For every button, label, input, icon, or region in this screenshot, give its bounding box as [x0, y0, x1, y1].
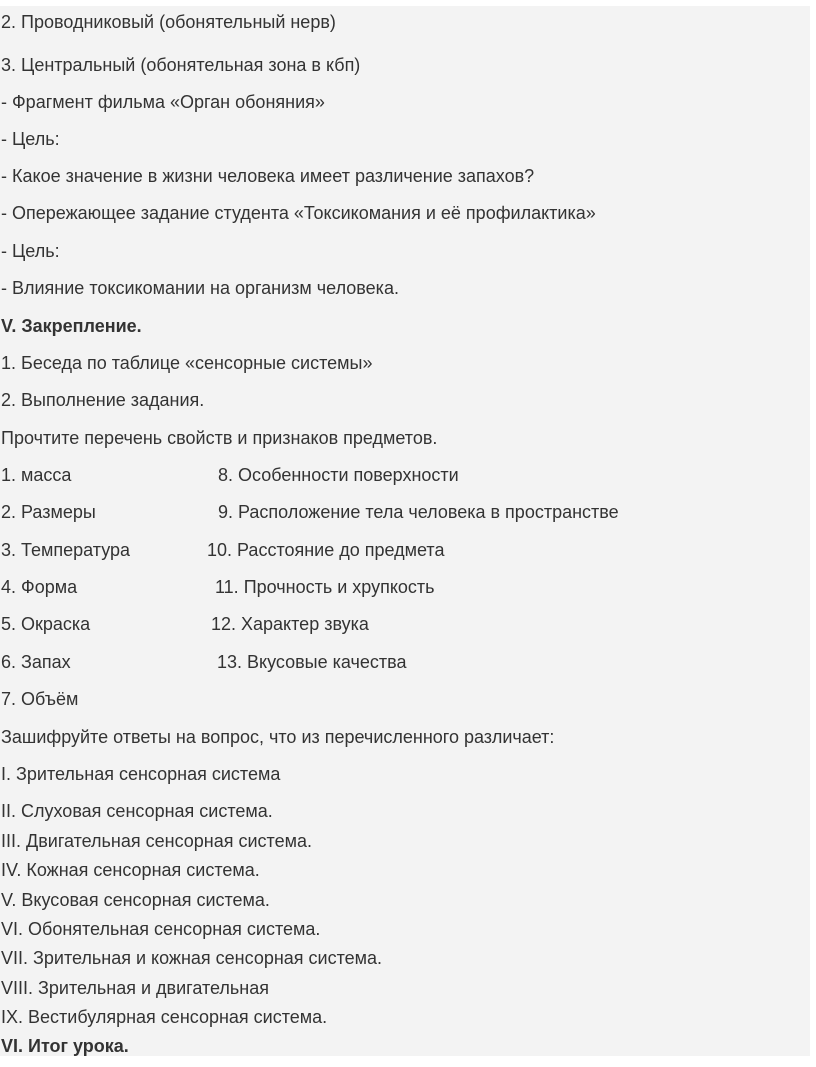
property-left: 3. Температура	[1, 540, 131, 560]
system-item: IX. Вестибулярная сенсорная система.	[1, 1007, 328, 1027]
system-item: IV. Кожная сенсорная система.	[1, 860, 260, 880]
property-row	[1, 464, 459, 486]
text-line: 2. Проводниковый (обонятельный нерв)	[1, 12, 336, 32]
property-right: 8. Особенности поверхности	[218, 465, 459, 485]
property-right: 13. Вкусовые качества	[217, 652, 407, 672]
property-right: 10. Расстояние до предмета	[207, 540, 445, 560]
text-line: Прочтите перечень свойств и признаков предметов.	[1, 428, 438, 448]
text-line: - Какое значение в жизни человека имеет различение запахов?	[1, 166, 535, 186]
system-item: VI. Обонятельная сенсорная система.	[1, 919, 321, 939]
section-heading: VI. Итог урока.	[1, 1036, 129, 1056]
question-text: Зашифруйте ответы на вопрос, что из перечисленного различает:	[1, 727, 555, 747]
property-right: 9. Расположение тела человека в пространстве	[218, 502, 619, 522]
property-row	[1, 651, 407, 673]
text-line: - Опережающее задание студента «Токсикомания и её профилактика»	[1, 203, 596, 223]
property-left: 7. Объём	[1, 689, 79, 709]
property-right: 11. Прочность и хрупкость	[215, 577, 435, 597]
property-row	[1, 501, 619, 523]
property-row	[1, 688, 78, 710]
property-left: 4. Форма	[1, 577, 78, 597]
text-line: - Цель:	[1, 241, 60, 261]
property-row	[1, 613, 369, 635]
system-item: III. Двигательная сенсорная система.	[1, 831, 313, 851]
system-item: II. Слуховая сенсорная система.	[1, 801, 273, 821]
system-item: VII. Зрительная и кожная сенсорная система.	[1, 948, 383, 968]
text-line: 1. Беседа по таблице «сенсорные системы»	[1, 353, 373, 373]
property-row	[1, 576, 435, 598]
text-line: 3. Центральный (обонятельная зона в кбп)	[1, 55, 361, 75]
text-line: 2. Выполнение задания.	[1, 390, 205, 410]
system-item: I. Зрительная сенсорная система	[1, 764, 281, 784]
system-item: VIII. Зрительная и двигательная	[1, 978, 269, 998]
property-left: 1. масса	[1, 465, 72, 485]
system-item: V. Вкусовая сенсорная система.	[1, 890, 270, 910]
text-line: - Фрагмент фильма «Орган обоняния»	[1, 92, 325, 112]
property-row	[1, 539, 445, 561]
property-right: 12. Характер звука	[211, 614, 369, 634]
text-line: - Влияние токсикомании на организм человека.	[1, 278, 399, 298]
property-left: 5. Окраска	[1, 614, 91, 634]
section-heading: V. Закрепление.	[1, 316, 142, 336]
property-left: 6. Запах	[1, 652, 71, 672]
property-left: 2. Размеры	[1, 502, 96, 522]
text-line: - Цель:	[1, 129, 60, 149]
